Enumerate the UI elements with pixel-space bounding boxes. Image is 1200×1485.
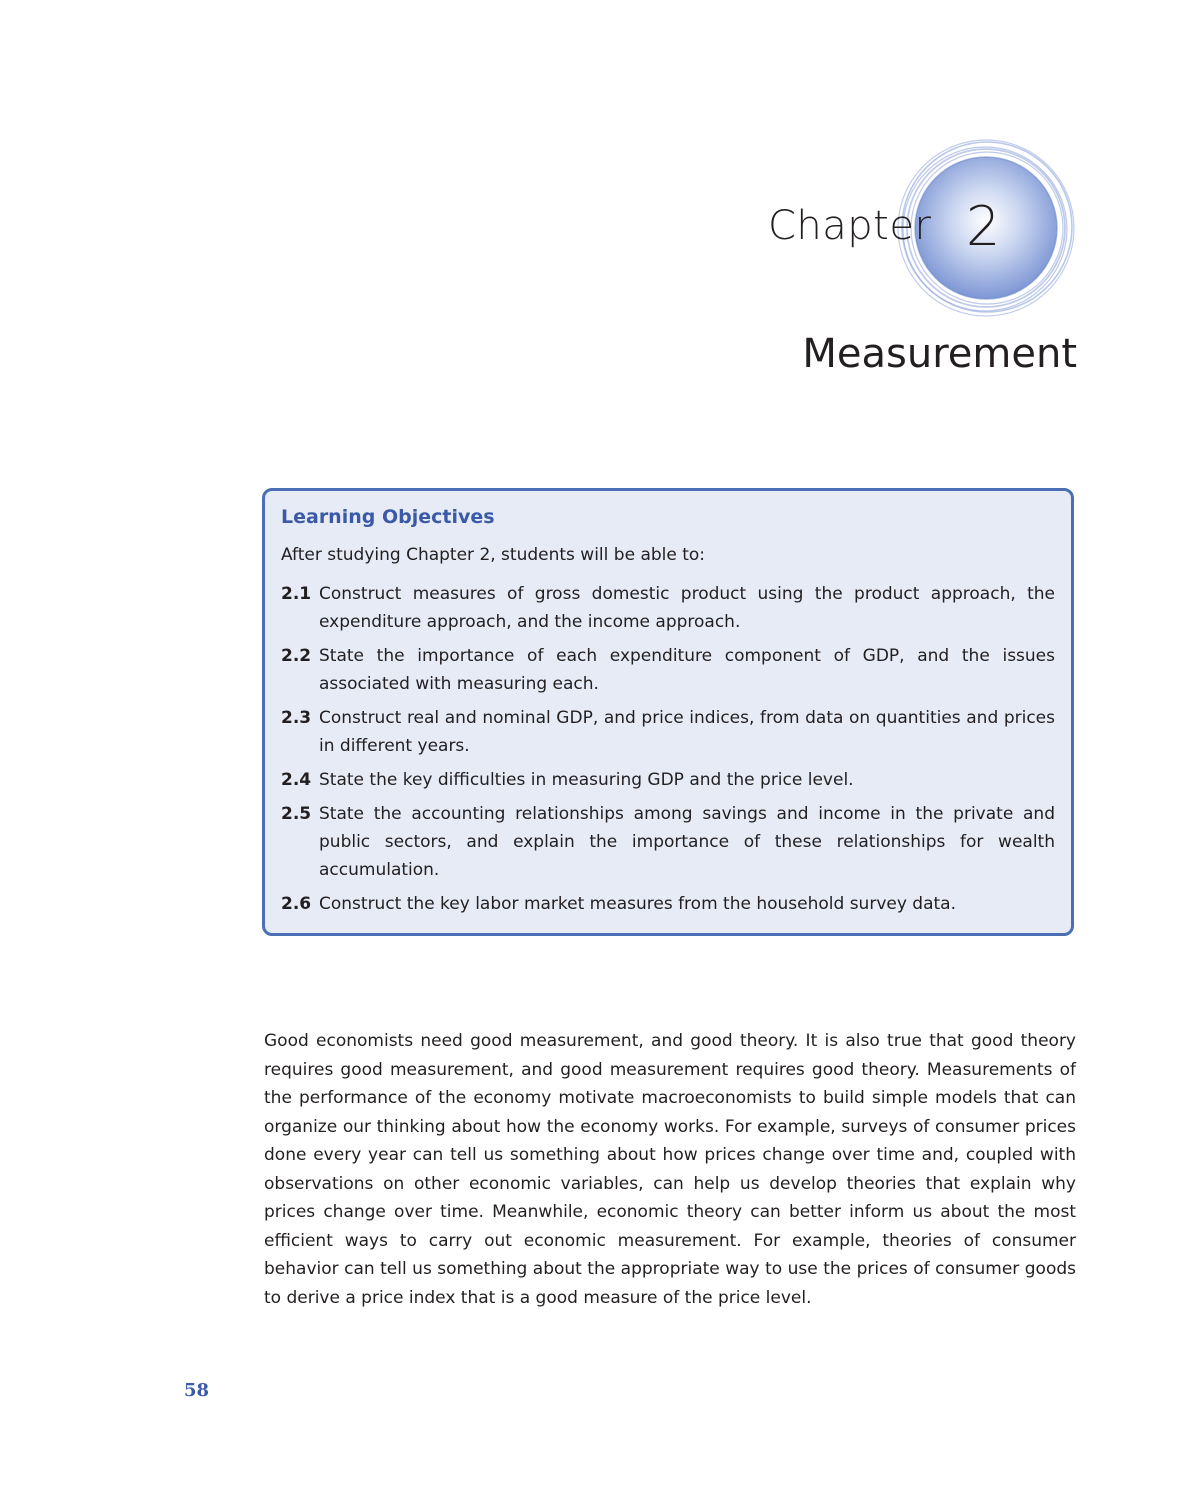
objective-text: State the accounting relationships among savings and income in the private and public sectors, and explain the importance of these relationships for wealth accumulation.	[319, 803, 1055, 880]
objective-item	[281, 642, 1055, 698]
page-number: 58	[184, 1380, 210, 1401]
objective-text: Construct measures of gross domestic product using the product approach, the expenditure approach, and the income approach.	[319, 583, 1055, 632]
learning-objectives-heading: Learning Objectives	[281, 506, 495, 528]
learning-objectives-list	[281, 580, 1055, 918]
objective-text: Construct real and nominal GDP, and price indices, from data on quantities and prices in different years.	[319, 707, 1055, 756]
body-paragraph: Good economists need good measurement, and good theory. It is also true that good theory requires good measurement, and good measurement requires good theory. Measurements of the performance of the economy motivate macroeconomists to build simple models that can organize our thinking about how the economy works. For example, surveys of consumer prices done every year can tell us something about how prices change over time and, coupled with observations on other economic variables, can help us develop theories that explain why prices change over time. Meanwhile, economic theory can better inform us about the most efficient ways to carry out economic measurement. For example, theories of consumer behavior can tell us something about the appropriate way to use the prices of consumer goods to derive a price index that is a good measure of the price level.	[264, 1031, 1076, 1308]
objective-number: 2.2	[281, 645, 312, 666]
objective-number: 2.6	[281, 893, 312, 914]
objective-number: 2.3	[281, 707, 312, 728]
objective-item	[281, 800, 1055, 884]
objective-number: 2.1	[281, 583, 312, 604]
objective-item	[281, 580, 1055, 636]
learning-objectives-box	[262, 488, 1074, 936]
objective-item	[281, 766, 1055, 794]
learning-objectives-intro: After studying Chapter 2, students will be able to:	[281, 544, 706, 565]
chapter-title: Measurement	[802, 331, 1077, 377]
objective-number: 2.4	[281, 769, 312, 790]
objective-text: State the key difficulties in measuring GDP and the price level.	[319, 769, 854, 790]
chapter-label: Chapter	[768, 203, 932, 249]
chapter-number: 2	[966, 195, 1001, 258]
objective-item	[281, 890, 1055, 918]
objective-number: 2.5	[281, 803, 312, 824]
objective-text: Construct the key labor market measures from the household survey data.	[319, 893, 957, 914]
objective-item	[281, 704, 1055, 760]
objective-text: State the importance of each expenditure component of GDP, and the issues associated with measuring each.	[319, 645, 1055, 694]
